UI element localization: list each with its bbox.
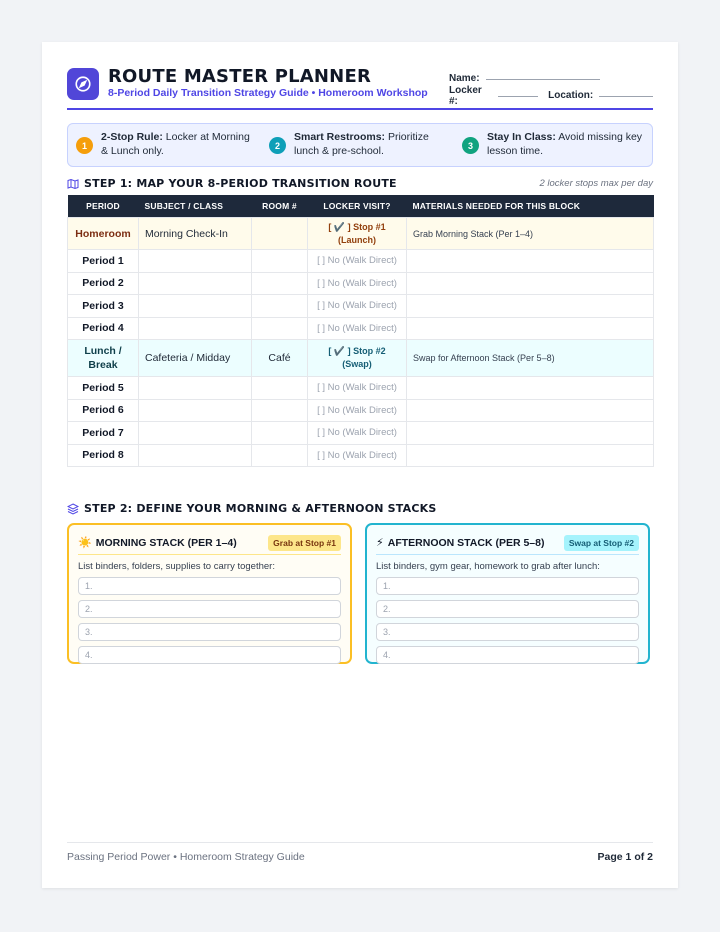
table-header-row xyxy=(68,195,654,218)
sun-icon: ☀️ xyxy=(78,537,92,549)
afternoon-stack-badge: Swap at Stop #2 xyxy=(564,535,639,551)
afternoon-stack-input[interactable]: 1. xyxy=(376,577,639,595)
period-cell: Period 1 xyxy=(68,250,139,273)
afternoon-stack-list xyxy=(376,577,639,669)
lightning-icon: ⚡ xyxy=(376,537,384,549)
materials-cell[interactable] xyxy=(407,250,654,273)
page-number: Page 1 of 2 xyxy=(597,851,653,863)
rule-item xyxy=(269,130,455,158)
materials-cell[interactable] xyxy=(407,422,654,445)
locker-visit-cell[interactable]: [ ] No (Walk Direct) xyxy=(308,250,407,273)
table-row xyxy=(68,422,654,445)
subject-cell[interactable] xyxy=(139,444,252,467)
morning-stack-header xyxy=(78,535,341,551)
materials-cell[interactable] xyxy=(407,377,654,400)
column-header: LOCKER VISIT? xyxy=(308,195,407,218)
morning-stack-input[interactable]: 4. xyxy=(78,646,341,664)
name-field[interactable] xyxy=(486,79,600,80)
subject-cell[interactable] xyxy=(139,399,252,422)
period-cell: Period 7 xyxy=(68,422,139,445)
locker-visit-cell[interactable]: [ ✔️ ] Stop #2 (Swap) xyxy=(308,340,407,377)
room-cell[interactable] xyxy=(252,317,308,340)
column-header: ROOM # xyxy=(252,195,308,218)
locker-field-row xyxy=(449,84,653,107)
locker-visit-cell[interactable]: [ ] No (Walk Direct) xyxy=(308,399,407,422)
room-cell[interactable] xyxy=(252,444,308,467)
afternoon-stack-input[interactable]: 3. xyxy=(376,623,639,641)
subject-cell[interactable] xyxy=(139,272,252,295)
afternoon-stack-header xyxy=(376,535,639,551)
table-row xyxy=(68,399,654,422)
rule-title: 2-Stop Rule: xyxy=(101,131,163,143)
afternoon-stack-title-row xyxy=(376,536,544,549)
locker-visit-cell[interactable]: [ ] No (Walk Direct) xyxy=(308,422,407,445)
period-cell: Period 6 xyxy=(68,399,139,422)
room-cell[interactable] xyxy=(252,250,308,273)
page-title: ROUTE MASTER PLANNER xyxy=(108,66,372,87)
divider xyxy=(78,554,341,555)
rule-item xyxy=(76,130,258,158)
locker-visit-cell[interactable]: [ ] No (Walk Direct) xyxy=(308,317,407,340)
locker-visit-cell[interactable]: [ ] No (Walk Direct) xyxy=(308,444,407,467)
room-cell[interactable] xyxy=(252,295,308,318)
table-row xyxy=(68,317,654,340)
rule-number-badge: 1 xyxy=(76,137,93,154)
locker-visit-cell[interactable]: [ ✔️ ] Stop #1 (Launch) xyxy=(308,218,407,250)
materials-cell[interactable]: Grab Morning Stack (Per 1–4) xyxy=(407,218,654,250)
map-icon xyxy=(67,178,79,190)
morning-stack-list xyxy=(78,577,341,669)
afternoon-stack-instructions: List binders, gym gear, homework to grab after lunch: xyxy=(376,561,600,572)
period-cell: Period 8 xyxy=(68,444,139,467)
table-row-lunch xyxy=(68,340,654,377)
subject-cell[interactable] xyxy=(139,317,252,340)
compass-icon xyxy=(67,68,99,100)
step2-heading xyxy=(67,502,437,515)
period-cell: Homeroom xyxy=(68,218,139,250)
table-row xyxy=(68,444,654,467)
afternoon-stack-title: AFTERNOON STACK (PER 5–8) xyxy=(387,536,545,549)
page-subtitle: 8-Period Daily Transition Strategy Guide • Homeroom Workshop xyxy=(108,87,428,99)
morning-stack-instructions: List binders, folders, supplies to carry together: xyxy=(78,561,275,572)
step1-heading xyxy=(67,177,397,190)
materials-cell[interactable] xyxy=(407,399,654,422)
page-header xyxy=(67,66,653,112)
subject-cell[interactable] xyxy=(139,250,252,273)
period-cell: Lunch / Break xyxy=(68,340,139,377)
table-row xyxy=(68,250,654,273)
morning-stack-card xyxy=(67,523,352,664)
afternoon-stack-input[interactable]: 2. xyxy=(376,600,639,618)
locker-label: Locker #: xyxy=(449,84,482,107)
room-cell[interactable]: Café xyxy=(252,340,308,377)
table-row-homeroom xyxy=(68,218,654,250)
period-cell: Period 3 xyxy=(68,295,139,318)
rule-item xyxy=(462,130,646,158)
morning-stack-badge: Grab at Stop #1 xyxy=(268,535,341,551)
room-cell[interactable] xyxy=(252,399,308,422)
page-content xyxy=(67,66,653,660)
room-cell[interactable] xyxy=(252,377,308,400)
materials-cell[interactable] xyxy=(407,317,654,340)
morning-stack-input[interactable]: 1. xyxy=(78,577,341,595)
table-row xyxy=(68,295,654,318)
room-cell[interactable] xyxy=(252,272,308,295)
location-label: Location: xyxy=(548,90,594,101)
subject-cell[interactable] xyxy=(139,377,252,400)
rule-number-badge: 3 xyxy=(462,137,479,154)
student-info-fields xyxy=(449,70,653,107)
morning-stack-title: MORNING STACK (PER 1–4) xyxy=(95,536,237,549)
locker-visit-cell[interactable]: [ ] No (Walk Direct) xyxy=(308,272,407,295)
room-cell[interactable] xyxy=(252,422,308,445)
period-cell: Period 5 xyxy=(68,377,139,400)
period-cell: Period 4 xyxy=(68,317,139,340)
morning-stack-title-row xyxy=(78,536,237,549)
period-cell: Period 2 xyxy=(68,272,139,295)
subject-cell[interactable] xyxy=(139,295,252,318)
materials-cell[interactable] xyxy=(407,295,654,318)
afternoon-stack-input[interactable]: 4. xyxy=(376,646,639,664)
table-row xyxy=(68,377,654,400)
subject-cell[interactable]: Morning Check-In xyxy=(139,218,252,250)
locker-field[interactable] xyxy=(498,96,538,97)
room-cell[interactable] xyxy=(252,218,308,250)
column-header: MATERIALS NEEDED FOR THIS BLOCK xyxy=(407,195,654,218)
column-header: PERIOD xyxy=(68,195,139,218)
table-row xyxy=(68,272,654,295)
step1-note: 2 locker stops max per day xyxy=(539,178,653,189)
step1-title: STEP 1: MAP YOUR 8-PERIOD TRANSITION ROUTE xyxy=(84,177,397,190)
footer-credit: Passing Period Power • Homeroom Strategy Guide xyxy=(67,851,305,863)
subject-cell[interactable] xyxy=(139,422,252,445)
step2-title: STEP 2: DEFINE YOUR MORNING & AFTERNOON STACKS xyxy=(84,502,437,515)
footer-divider xyxy=(67,842,653,843)
rule-title: Stay In Class: xyxy=(487,131,556,143)
materials-cell[interactable] xyxy=(407,444,654,467)
divider xyxy=(376,554,639,555)
rule-text: Prioritize lunch & pre-school. xyxy=(294,131,429,157)
morning-stack-input[interactable]: 3. xyxy=(78,623,341,641)
morning-stack-input[interactable]: 2. xyxy=(78,600,341,618)
name-label: Name: xyxy=(449,73,480,84)
worksheet-page xyxy=(42,42,678,888)
materials-cell[interactable]: Swap for Afternoon Stack (Per 5–8) xyxy=(407,340,654,377)
column-header: SUBJECT / CLASS xyxy=(139,195,252,218)
materials-cell[interactable] xyxy=(407,272,654,295)
layers-icon xyxy=(67,503,79,515)
rule-number-badge: 2 xyxy=(269,137,286,154)
locker-visit-cell[interactable]: [ ] No (Walk Direct) xyxy=(308,295,407,318)
transition-route-table xyxy=(67,195,654,467)
afternoon-stack-card xyxy=(365,523,650,664)
rules-box xyxy=(67,123,653,167)
locker-visit-cell[interactable]: [ ] No (Walk Direct) xyxy=(308,377,407,400)
rule-text: Avoid missing key lesson time. xyxy=(487,131,643,157)
subject-cell[interactable]: Cafeteria / Midday xyxy=(139,340,252,377)
rule-title: Smart Restrooms: xyxy=(294,131,386,143)
rule-text: Locker at Morning & Lunch only. xyxy=(101,131,250,157)
header-divider xyxy=(67,108,653,110)
location-field[interactable] xyxy=(599,96,653,97)
